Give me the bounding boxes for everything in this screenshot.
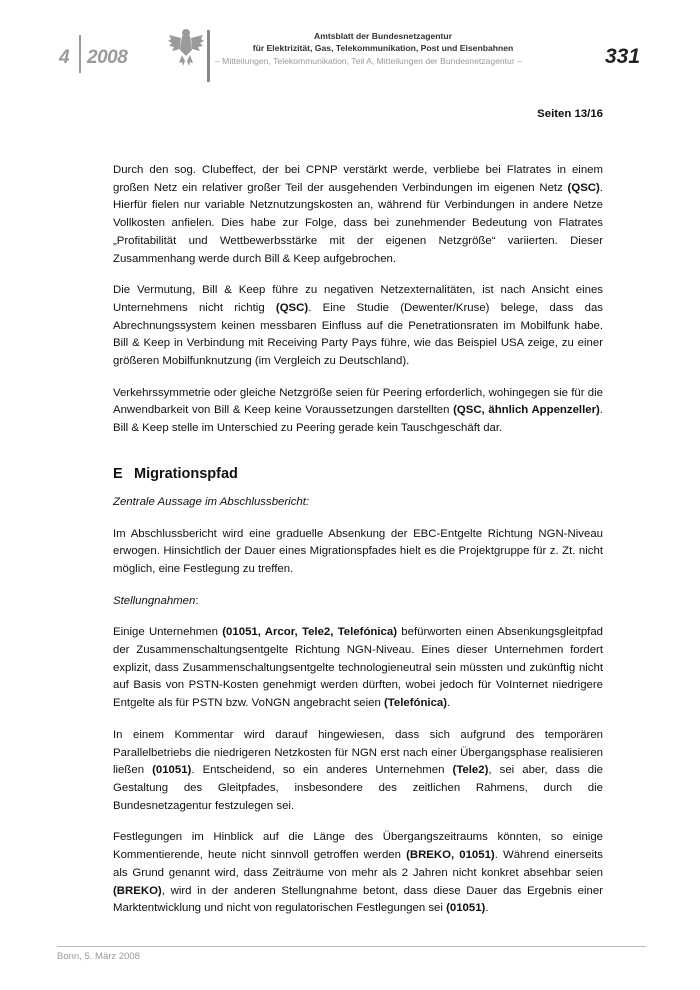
federal-eagle-icon — [168, 26, 204, 70]
bold-reference: (Telefónica) — [383, 697, 448, 710]
bold-reference: (BREKO, 01051) — [406, 849, 495, 862]
paragraph — [113, 829, 603, 918]
text-run: In einem Kommentar wird darauf hingewiesen, dass sich aufgrund des temporären Parallelbetriebs die niedrigeren Netzkosten für NGN erst nach einer Übergangsphase realisieren ließen — [113, 728, 603, 777]
page-range: Seiten 13/16 — [537, 108, 603, 120]
text-run: Durch den sog. Clubeffect, der bei CPNP verstärkt werde, verbliebe bei Flatrates in einem großen Netz ein relativer großer Teil der ausgehenden Verbindungen im eigenen Netz — [113, 164, 603, 194]
bold-reference: (BREKO) — [113, 884, 162, 897]
header-divider — [207, 30, 210, 82]
bold-reference: (01051, Arcor, Tele2, Telefónica) — [222, 626, 397, 639]
paragraph — [113, 624, 603, 713]
page-number: 331 — [605, 45, 641, 68]
subheading-statements — [113, 593, 603, 611]
text-run: Die Vermutung, Bill & Keep führe zu negativen Netzexternalitäten, ist nach Ansicht eines Unternehmens nicht richtig — [113, 284, 603, 314]
section-heading — [113, 464, 603, 484]
text-run: . — [447, 697, 451, 710]
text-run: Im Abschlussbericht wird eine graduelle Absenkung der EBC-Entgelte Richtung NGN-Niveau erwogen. Hinsichtlich der Dauer eines Migrationspfades hielt es die Projektgruppe für z. Zt. nicht möglich, eine Festlegung zu treffen. — [113, 527, 603, 575]
issue-divider — [79, 35, 81, 73]
text-run: . — [485, 902, 489, 915]
page-header — [0, 0, 700, 90]
text-run: . Bill & Keep stelle im Unterschied zu Peering gerade kein Tauschgeschäft dar. — [113, 404, 603, 435]
bold-reference: (QSC, ähnlich Appenzeller) — [453, 404, 600, 417]
subheading-statements-colon: : — [195, 594, 199, 607]
publication-title-line1: Amtsblatt der Bundesnetzagentur — [314, 31, 452, 41]
footer-place-date: Bonn, 5. März 2008 — [57, 951, 140, 962]
bold-reference: (QSC) — [275, 301, 309, 314]
text-run: . Während einerseits als Grund genannt wird, dass Zeiträume von mehr als 2 Jahren nicht konkret absehbar seien — [113, 849, 603, 879]
paragraph — [113, 727, 603, 816]
footer-divider — [57, 946, 646, 947]
issue-number: 4 — [59, 47, 70, 68]
section-letter: E — [113, 465, 123, 482]
text-run: . Entscheidend, so ein anderes Unternehmen — [191, 764, 453, 777]
paragraph — [113, 385, 603, 438]
publication-subtitle: – Mitteilungen, Telekommunikation, Teil A, Mitteilungen der Bundesnetzagentur – — [215, 56, 522, 66]
section-title: Migrationspfad — [134, 465, 238, 482]
issue-year: 2008 — [87, 47, 128, 68]
document-body — [113, 162, 603, 932]
text-run: Verkehrssymmetrie oder gleiche Netzgröße seien für Peering erforderlich, wohingegen sie für die Anwendbarkeit von Bill & Keep keine Voraussetzungen darstellten — [113, 386, 603, 417]
bold-reference: (Tele2) — [452, 764, 489, 777]
subheading-central-statement: Zentrale Aussage im Abschlussbericht: — [113, 495, 310, 508]
text-run: , wird in der anderen Stellungnahme betont, dass diese Dauer das Ergebnis einer Marktentwicklung und nicht von regulatorischen Festlegungen sei — [113, 884, 603, 915]
text-run: Einige Unternehmen — [113, 626, 223, 639]
bold-reference: (01051) — [446, 902, 486, 915]
text-run: . Hierfür fielen nur variable Netznutzungskosten an, während für Verbindungen in andere Netze Vollkosten anfielen. Dies habe zur Folge, dass bei zunehmender Bedeutung von Flatrates „Profitabilität und Wettbewerbsstärke mit der eigenen Netzgröße“ variierten. Dieser Zusammenhang werde durch Bill & Keep aufgebrochen. — [113, 181, 603, 265]
bold-reference: (01051) — [152, 764, 192, 777]
paragraph — [113, 162, 603, 268]
publication-title-line2: für Elektrizität, Gas, Telekommunikation, Post und Eisenbahnen — [252, 43, 514, 53]
text-run: , sei aber, dass die Gestaltung des Gleitpfades, insbesondere des zeitlichen Rahmens, durch die Bundesnetzagentur festzulegen sei. — [113, 764, 603, 812]
text-run: . Eine Studie (Dewenter/Kruse) belege, dass das Abrechnungssystem keinen messbaren Einfluss auf die Penetrationsraten im Mobilfunk habe. Bill & Keep in Verbindung mit Receiving Party Pays führe, wie das Beispiel USA zeige, zu einer größeren Mobilfunknutzung (im Vergleich zu Deutschland). — [113, 301, 603, 368]
text-run: befürworten einen Absenkungsgleitpfad der Zusammenschaltungsentgelte Richtung NGN-Niveau. Eines dieser Unternehmen fordert explizit, dass Zusammenschaltungsentgelte technologieneutral sein müssten und zukünftig nicht auf Basis von PSTN-Kosten genehmigt werden dürften, wobei jedoch für VoInternet niedrigere Entgelte als für PSTN bzw. VoNGN angebracht seien — [113, 626, 603, 710]
text-run: Festlegungen im Hinblick auf die Länge des Übergangszeitraums könnten, so einige Kommentierende, heute nicht sinnvoll getroffen werden — [113, 831, 603, 862]
bold-reference: (QSC) — [567, 181, 600, 194]
paragraph — [113, 282, 603, 371]
subheading-statements-label: Stellungnahmen — [113, 594, 196, 607]
paragraph — [113, 526, 603, 579]
